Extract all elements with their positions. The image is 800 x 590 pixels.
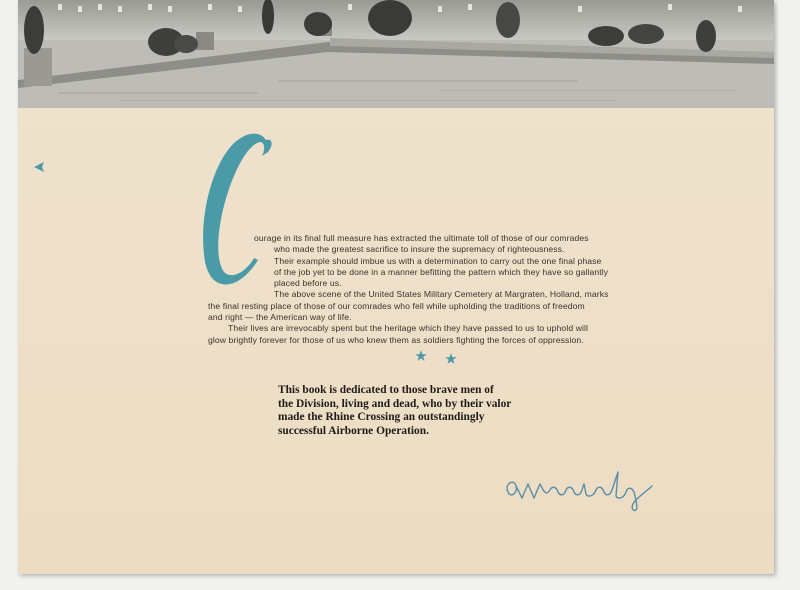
binding-mark (34, 160, 50, 174)
text-line: glow brightly forever for those of us who knew them as soldiers fighting the forces of oppression. (208, 334, 584, 345)
handwritten-signature (486, 462, 666, 512)
text-line: placed before us. (274, 278, 342, 289)
text-line: Their example should imbue us with a determination to carry out the one final phase (274, 255, 602, 266)
text-line: and right — the American way of life. (208, 312, 352, 323)
dedication-line: This book is dedicated to those brave men of (278, 384, 494, 396)
text-line: the final resting place of those of our comrades who fell while upholding the traditions of freedom (208, 300, 585, 311)
text-line: Their lives are irrevocably spent but the heritage which they have passed to us to uphold will (228, 323, 589, 334)
text-line: who made the greatest sacrifice to insure the supremacy of righteousness. (274, 244, 565, 255)
text-line: ourage in its final full measure has extracted the ultimate toll of those of our comrades (254, 233, 589, 243)
text-line: of the job yet to be done in a manner befitting the pattern which they have so gallantly (274, 266, 609, 277)
book-dedication (278, 384, 584, 438)
dedication-line: successful Airborne Operation. (278, 424, 429, 437)
star-icon (416, 350, 427, 361)
cemetery-photo (18, 0, 774, 108)
star-icon (445, 353, 457, 364)
memorial-text (208, 233, 654, 346)
document-page (18, 0, 774, 574)
text-line: The above scene of the United States Military Cemetery at Margraten, Holland, marks (274, 289, 609, 300)
dedication-line: made the Rhine Crossing an outstandingly (278, 411, 485, 424)
stars-ornament (416, 350, 466, 364)
dedication-line: the Division, living and dead, who by their valor (278, 397, 512, 410)
